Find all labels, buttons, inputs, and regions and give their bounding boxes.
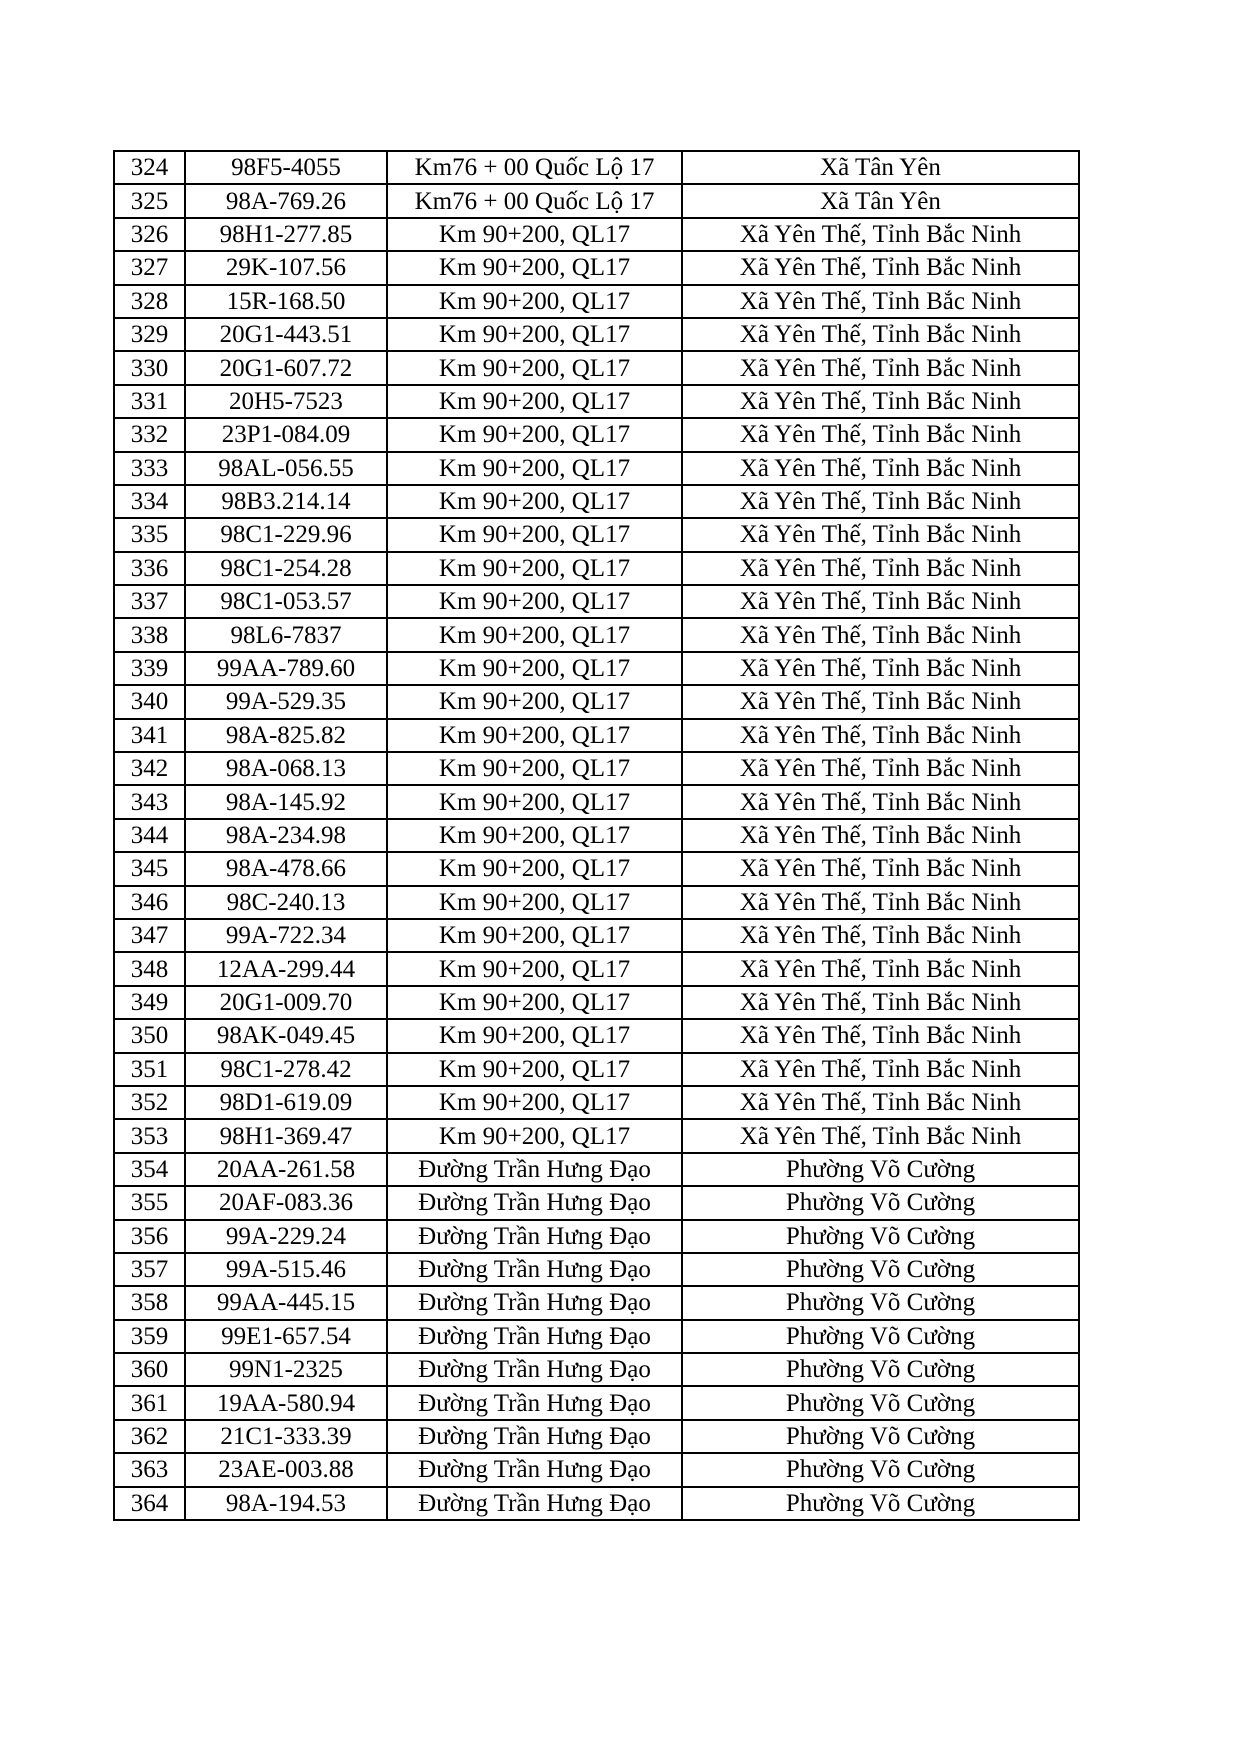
ward-cell: Xã Yên Thế, Tỉnh Bắc Ninh [682,685,1079,718]
table-row [114,1353,1079,1386]
ward-cell: Phường Võ Cường [682,1386,1079,1419]
row-number-cell: 357 [114,1253,185,1286]
table-row [114,819,1079,852]
violation-location-cell: Km 90+200, QL17 [387,719,682,752]
table-row [114,986,1079,1019]
violation-location-cell: Km 90+200, QL17 [387,1053,682,1086]
row-number-cell: 342 [114,752,185,785]
row-number-cell: 348 [114,952,185,985]
row-number-cell: 332 [114,418,185,451]
license-plate-cell: 98A-234.98 [185,819,387,852]
license-plate-cell: 23AE-003.88 [185,1453,387,1486]
violation-location-cell: Km 90+200, QL17 [387,585,682,618]
license-plate-cell: 98A-769.26 [185,184,387,217]
violation-location-cell: Km 90+200, QL17 [387,1119,682,1152]
violation-location-cell: Km 90+200, QL17 [387,485,682,518]
table-row [114,1286,1079,1319]
row-number-cell: 340 [114,685,185,718]
row-number-cell: 359 [114,1320,185,1353]
violation-location-cell: Km 90+200, QL17 [387,785,682,818]
violation-location-cell: Km 90+200, QL17 [387,518,682,551]
table-row [114,919,1079,952]
ward-cell: Phường Võ Cường [682,1353,1079,1386]
license-plate-cell: 98A-478.66 [185,852,387,885]
ward-cell: Xã Yên Thế, Tỉnh Bắc Ninh [682,418,1079,451]
table-body [114,151,1079,1520]
violation-location-cell: Km 90+200, QL17 [387,952,682,985]
table-row [114,485,1079,518]
ward-cell: Phường Võ Cường [682,1453,1079,1486]
ward-cell: Xã Yên Thế, Tỉnh Bắc Ninh [682,652,1079,685]
license-plate-cell: 98C-240.13 [185,886,387,919]
ward-cell: Xã Yên Thế, Tỉnh Bắc Ninh [682,485,1079,518]
row-number-cell: 326 [114,218,185,251]
violation-location-cell: Km 90+200, QL17 [387,318,682,351]
table-row [114,785,1079,818]
table-row [114,452,1079,485]
license-plate-cell: 98A-194.53 [185,1487,387,1520]
table-row [114,1019,1079,1052]
row-number-cell: 324 [114,151,185,184]
ward-cell: Xã Yên Thế, Tỉnh Bắc Ninh [682,785,1079,818]
violation-location-cell: Đường Trần Hưng Đạo [387,1487,682,1520]
row-number-cell: 330 [114,351,185,384]
table-row [114,1053,1079,1086]
ward-cell: Xã Yên Thế, Tỉnh Bắc Ninh [682,552,1079,585]
ward-cell: Phường Võ Cường [682,1253,1079,1286]
ward-cell: Xã Yên Thế, Tỉnh Bắc Ninh [682,251,1079,284]
row-number-cell: 362 [114,1420,185,1453]
violation-location-cell: Km 90+200, QL17 [387,452,682,485]
license-plate-cell: 99A-529.35 [185,685,387,718]
license-plate-cell: 21C1-333.39 [185,1420,387,1453]
row-number-cell: 335 [114,518,185,551]
violation-location-cell: Km 90+200, QL17 [387,652,682,685]
ward-cell: Xã Yên Thế, Tỉnh Bắc Ninh [682,518,1079,551]
table-row [114,251,1079,284]
ward-cell: Phường Võ Cường [682,1153,1079,1186]
table-row [114,552,1079,585]
ward-cell: Xã Yên Thế, Tỉnh Bắc Ninh [682,385,1079,418]
table-row [114,1253,1079,1286]
row-number-cell: 343 [114,785,185,818]
ward-cell: Xã Tân Yên [682,184,1079,217]
row-number-cell: 363 [114,1453,185,1486]
table-row [114,151,1079,184]
row-number-cell: 341 [114,719,185,752]
license-plate-cell: 98C1-278.42 [185,1053,387,1086]
table-row [114,752,1079,785]
table-row [114,618,1079,651]
violation-location-cell: Đường Trần Hưng Đạo [387,1186,682,1219]
ward-cell: Phường Võ Cường [682,1420,1079,1453]
violation-location-cell: Km 90+200, QL17 [387,285,682,318]
ward-cell: Xã Yên Thế, Tỉnh Bắc Ninh [682,318,1079,351]
violation-location-cell: Km 90+200, QL17 [387,919,682,952]
violation-location-cell: Km 90+200, QL17 [387,852,682,885]
table-row [114,351,1079,384]
ward-cell: Xã Yên Thế, Tỉnh Bắc Ninh [682,752,1079,785]
row-number-cell: 349 [114,986,185,1019]
violation-location-cell: Km 90+200, QL17 [387,418,682,451]
violation-location-cell: Đường Trần Hưng Đạo [387,1353,682,1386]
table-row [114,218,1079,251]
license-plate-cell: 12AA-299.44 [185,952,387,985]
license-plate-cell: 98H1-277.85 [185,218,387,251]
ward-cell: Xã Yên Thế, Tỉnh Bắc Ninh [682,1019,1079,1052]
row-number-cell: 336 [114,552,185,585]
table-row [114,418,1079,451]
ward-cell: Xã Yên Thế, Tỉnh Bắc Ninh [682,886,1079,919]
license-plate-cell: 99AA-789.60 [185,652,387,685]
table-row [114,1186,1079,1219]
row-number-cell: 353 [114,1119,185,1152]
table-row [114,285,1079,318]
license-plate-cell: 20AF-083.36 [185,1186,387,1219]
row-number-cell: 350 [114,1019,185,1052]
violation-location-cell: Km 90+200, QL17 [387,552,682,585]
violation-location-cell: Đường Trần Hưng Đạo [387,1220,682,1253]
row-number-cell: 351 [114,1053,185,1086]
ward-cell: Xã Yên Thế, Tỉnh Bắc Ninh [682,719,1079,752]
license-plate-cell: 23P1-084.09 [185,418,387,451]
violation-location-cell: Km 90+200, QL17 [387,618,682,651]
violation-location-cell: Km 90+200, QL17 [387,1019,682,1052]
row-number-cell: 361 [114,1386,185,1419]
row-number-cell: 358 [114,1286,185,1319]
table-row [114,685,1079,718]
violation-location-cell: Km 90+200, QL17 [387,1086,682,1119]
table-row [114,1386,1079,1419]
row-number-cell: 329 [114,318,185,351]
table-row [114,886,1079,919]
license-plate-cell: 20H5-7523 [185,385,387,418]
license-plate-cell: 99AA-445.15 [185,1286,387,1319]
violation-location-cell: Km 90+200, QL17 [387,819,682,852]
ward-cell: Phường Võ Cường [682,1286,1079,1319]
ward-cell: Xã Yên Thế, Tỉnh Bắc Ninh [682,351,1079,384]
violation-location-cell: Đường Trần Hưng Đạo [387,1253,682,1286]
ward-cell: Xã Tân Yên [682,151,1079,184]
license-plate-cell: 98A-145.92 [185,785,387,818]
violation-location-cell: Km76 + 00 Quốc Lộ 17 [387,184,682,217]
row-number-cell: 355 [114,1186,185,1219]
table-row [114,318,1079,351]
violation-location-cell: Km 90+200, QL17 [387,351,682,384]
row-number-cell: 352 [114,1086,185,1119]
table-row [114,719,1079,752]
license-plate-cell: 19AA-580.94 [185,1386,387,1419]
license-plate-cell: 98A-068.13 [185,752,387,785]
license-plate-cell: 98D1-619.09 [185,1086,387,1119]
violation-location-cell: Km 90+200, QL17 [387,385,682,418]
row-number-cell: 327 [114,251,185,284]
violation-location-cell: Km76 + 00 Quốc Lộ 17 [387,151,682,184]
violation-location-cell: Km 90+200, QL17 [387,218,682,251]
table-row [114,652,1079,685]
ward-cell: Xã Yên Thế, Tỉnh Bắc Ninh [682,585,1079,618]
license-plate-cell: 99A-515.46 [185,1253,387,1286]
ward-cell: Xã Yên Thế, Tỉnh Bắc Ninh [682,986,1079,1019]
license-plate-cell: 98AL-056.55 [185,452,387,485]
ward-cell: Phường Võ Cường [682,1220,1079,1253]
row-number-cell: 344 [114,819,185,852]
row-number-cell: 338 [114,618,185,651]
table-row [114,1220,1079,1253]
row-number-cell: 347 [114,919,185,952]
license-plate-cell: 20G1-009.70 [185,986,387,1019]
table-row [114,952,1079,985]
ward-cell: Xã Yên Thế, Tỉnh Bắc Ninh [682,852,1079,885]
violation-location-cell: Km 90+200, QL17 [387,251,682,284]
row-number-cell: 346 [114,886,185,919]
violation-location-cell: Km 90+200, QL17 [387,752,682,785]
violation-location-cell: Km 90+200, QL17 [387,685,682,718]
license-plate-cell: 98C1-053.57 [185,585,387,618]
violation-location-cell: Km 90+200, QL17 [387,886,682,919]
ward-cell: Xã Yên Thế, Tỉnh Bắc Ninh [682,952,1079,985]
ward-cell: Xã Yên Thế, Tỉnh Bắc Ninh [682,1053,1079,1086]
table-row [114,1420,1079,1453]
ward-cell: Xã Yên Thế, Tỉnh Bắc Ninh [682,1086,1079,1119]
ward-cell: Xã Yên Thế, Tỉnh Bắc Ninh [682,819,1079,852]
ward-cell: Phường Võ Cường [682,1320,1079,1353]
violation-location-cell: Đường Trần Hưng Đạo [387,1386,682,1419]
ward-cell: Xã Yên Thế, Tỉnh Bắc Ninh [682,919,1079,952]
ward-cell: Phường Võ Cường [682,1186,1079,1219]
table-row [114,852,1079,885]
table-row [114,518,1079,551]
table-row [114,585,1079,618]
ward-cell: Xã Yên Thế, Tỉnh Bắc Ninh [682,452,1079,485]
table-row [114,1119,1079,1152]
row-number-cell: 333 [114,452,185,485]
license-plate-cell: 98F5-4055 [185,151,387,184]
row-number-cell: 331 [114,385,185,418]
violation-location-cell: Km 90+200, QL17 [387,986,682,1019]
license-plate-cell: 98H1-369.47 [185,1119,387,1152]
license-plate-cell: 98A-825.82 [185,719,387,752]
license-plate-cell: 99A-722.34 [185,919,387,952]
row-number-cell: 325 [114,184,185,217]
violation-location-cell: Đường Trần Hưng Đạo [387,1286,682,1319]
row-number-cell: 337 [114,585,185,618]
violation-location-cell: Đường Trần Hưng Đạo [387,1153,682,1186]
violation-location-cell: Đường Trần Hưng Đạo [387,1453,682,1486]
row-number-cell: 364 [114,1487,185,1520]
license-plate-cell: 99A-229.24 [185,1220,387,1253]
license-plate-cell: 98AK-049.45 [185,1019,387,1052]
row-number-cell: 339 [114,652,185,685]
license-plate-cell: 29K-107.56 [185,251,387,284]
license-plate-cell: 98B3.214.14 [185,485,387,518]
ward-cell: Xã Yên Thế, Tỉnh Bắc Ninh [682,285,1079,318]
license-plate-cell: 99N1-2325 [185,1353,387,1386]
license-plate-cell: 98C1-254.28 [185,552,387,585]
row-number-cell: 360 [114,1353,185,1386]
violation-location-cell: Đường Trần Hưng Đạo [387,1420,682,1453]
license-plate-cell: 98L6-7837 [185,618,387,651]
ward-cell: Xã Yên Thế, Tỉnh Bắc Ninh [682,1119,1079,1152]
violation-table [113,150,1080,1521]
row-number-cell: 354 [114,1153,185,1186]
ward-cell: Xã Yên Thế, Tỉnh Bắc Ninh [682,218,1079,251]
license-plate-cell: 20G1-607.72 [185,351,387,384]
table-row [114,1487,1079,1520]
violation-location-cell: Đường Trần Hưng Đạo [387,1320,682,1353]
table-row [114,1320,1079,1353]
license-plate-cell: 99E1-657.54 [185,1320,387,1353]
row-number-cell: 328 [114,285,185,318]
ward-cell: Xã Yên Thế, Tỉnh Bắc Ninh [682,618,1079,651]
row-number-cell: 334 [114,485,185,518]
table-row [114,1086,1079,1119]
table-row [114,184,1079,217]
license-plate-cell: 20G1-443.51 [185,318,387,351]
license-plate-cell: 15R-168.50 [185,285,387,318]
row-number-cell: 345 [114,852,185,885]
license-plate-cell: 20AA-261.58 [185,1153,387,1186]
license-plate-cell: 98C1-229.96 [185,518,387,551]
table-row [114,1453,1079,1486]
row-number-cell: 356 [114,1220,185,1253]
table-row [114,1153,1079,1186]
ward-cell: Phường Võ Cường [682,1487,1079,1520]
table-row [114,385,1079,418]
